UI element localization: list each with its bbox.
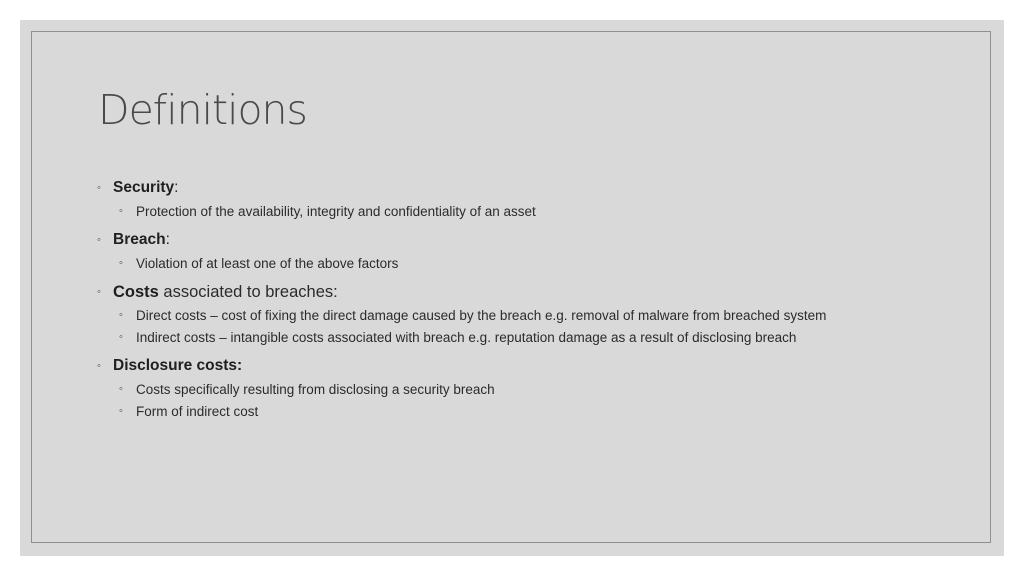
sub-bullet-icon: ◦ — [119, 331, 123, 343]
term-suffix: : — [174, 179, 179, 196]
term-suffix: : — [165, 231, 170, 248]
bullet-list — [97, 178, 977, 421]
sub-bullet-text: Form of indirect cost — [136, 404, 259, 419]
term-security: Security — [113, 179, 175, 196]
sub-bullet — [97, 402, 977, 421]
definition-costs — [97, 282, 977, 302]
sub-bullet — [97, 306, 977, 325]
sub-bullet-icon: ◦ — [119, 405, 123, 417]
bullet-icon: ◦ — [97, 234, 101, 246]
term-breach: Breach — [113, 231, 166, 248]
sub-bullet-text: Costs specifically resulting from disclosing a security breach — [136, 382, 495, 397]
sub-bullet-text: Indirect costs – intangible costs associated with breach e.g. reputation damage as a result of disclosing breach — [136, 330, 797, 345]
sub-bullet-text: Protection of the availability, integrity and confidentiality of an asset — [136, 204, 536, 219]
sub-bullet-icon: ◦ — [119, 205, 123, 217]
sub-bullet-icon: ◦ — [119, 383, 123, 395]
bullet-icon: ◦ — [97, 286, 101, 298]
sub-bullet-text: Direct costs – cost of fixing the direct damage caused by the breach e.g. removal of malware from breached system — [136, 308, 827, 323]
term-costs: Costs — [113, 283, 159, 301]
sub-bullet-text: Violation of at least one of the above factors — [136, 256, 399, 271]
term-suffix: associated to breaches: — [158, 283, 338, 301]
sub-bullet — [97, 328, 977, 347]
definition-disclosure-costs — [97, 356, 977, 376]
bullet-icon: ◦ — [97, 360, 101, 372]
definition-breach — [97, 230, 977, 250]
sub-bullet — [97, 380, 977, 399]
sub-bullet — [97, 254, 977, 273]
bullet-icon: ◦ — [97, 182, 101, 194]
sub-bullet-icon: ◦ — [119, 309, 123, 321]
sub-bullet — [97, 202, 977, 221]
slide — [20, 20, 1004, 556]
slide-title: Definitions — [98, 86, 307, 134]
sub-bullet-icon: ◦ — [119, 257, 123, 269]
term-disclosure-costs: Disclosure costs: — [113, 357, 243, 374]
definition-security — [97, 178, 977, 198]
